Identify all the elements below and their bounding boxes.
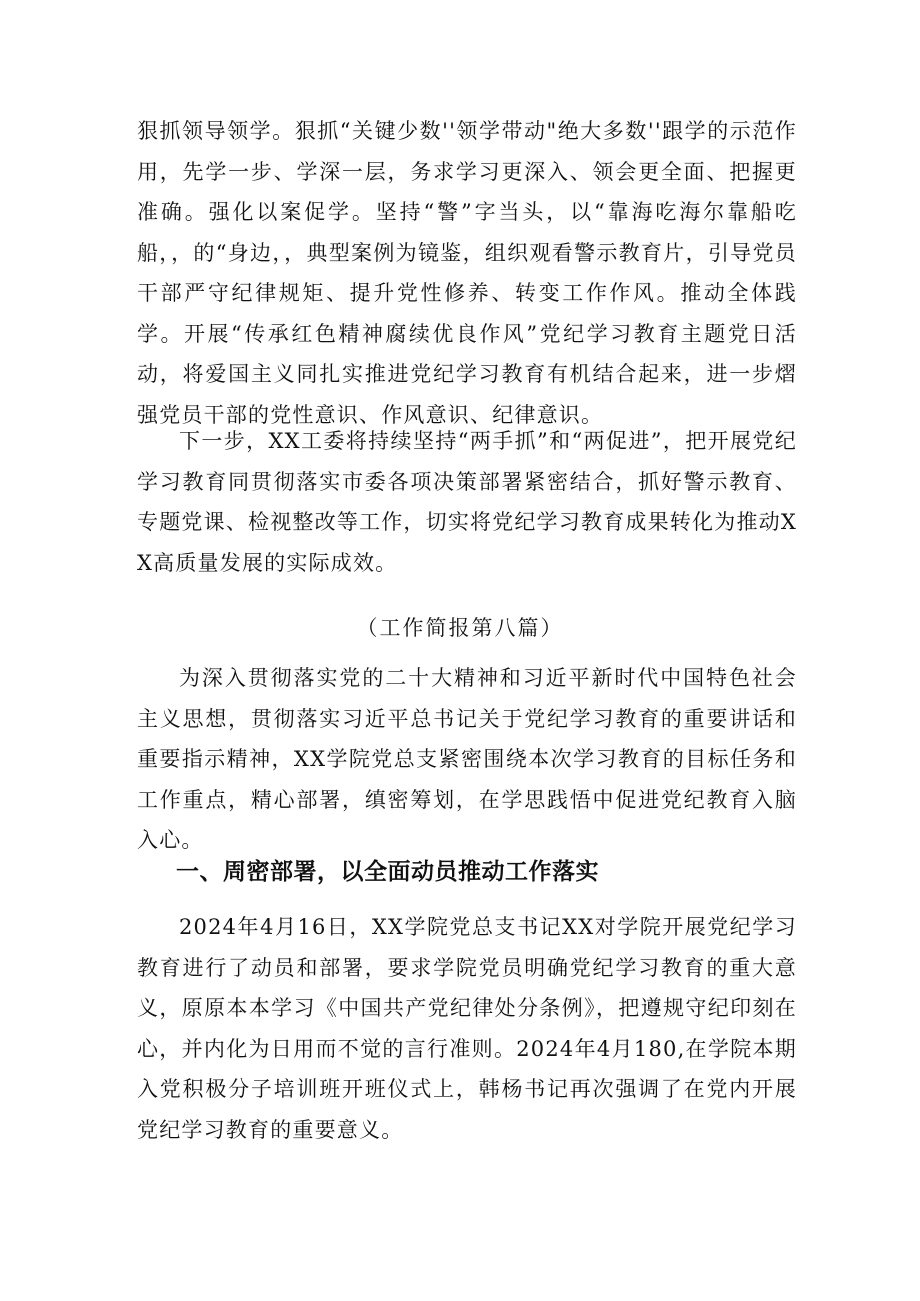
section-heading-1: 一、周密部署，以全面动员推动工作落实 (176, 859, 599, 885)
paragraph-1: 狠抓领导领学。狠抓“关键少数''领学带动"绝大多数''跟学的示范作用，先学一步、学深一层，务求学习更深入、领会更全面、把握更准确。强化以案促学。坚持“警”字当头，以“靠海吃海尔靠船吃船，，的“身边，，典型案例为镜鉴，组织观看警示教育片，引导党员干部严守纪律规矩、提升党性修养、转变工作作风。推动全体践学。开展“传承红色精神腐续优良作风”党纪学习教育主题党日活动，将爱国主义同扎实推进党纪学习教育有机结合起来，进一步熠强党员干部的党性意识、作风意识、纪律意识。 (137, 119, 797, 427)
paragraph-2: 下一步，XX工委将持续坚持“两手抓”和“两促进”，把开展党纪学习教育同贯彻落实市委各项决策部署紧密结合，抓好警示教育、专题党课、检视整改等工作，切实将党纪学习教育成果转化为推动XX高质量发展的实际成效。 (137, 429, 797, 575)
paragraph-3: 为深入贯彻落实党的二十大精神和习近平新时代中国特色社会主义思想，贯彻落实习近平总书记关于党纪学习教育的重要讲话和重要指示精神，XX学院党总支紧密围绕本次学习教育的目标任务和工作重点，精心部署，缜密筹划，在学思践悟中促进党纪教育入脑入心。 (137, 666, 797, 852)
document-subtitle: （工作简报第八篇） (356, 616, 564, 640)
paragraph-4: 2024年4月16日，XX学院党总支书记XX对学院开展党纪学习教育进行了动员和部署，要求学院党员明确党纪学习教育的重大意义，原原本本学习《中国共产党纪律处分条例》，把遵规守纪印刻在心，并内化为日用而不觉的言行准则。2024年4月180,在学院本期入党积极分子培训班开班仪式上，韩杨书记再次强调了在党内开展党纪学习教育的重要意义。 (137, 915, 797, 1142)
